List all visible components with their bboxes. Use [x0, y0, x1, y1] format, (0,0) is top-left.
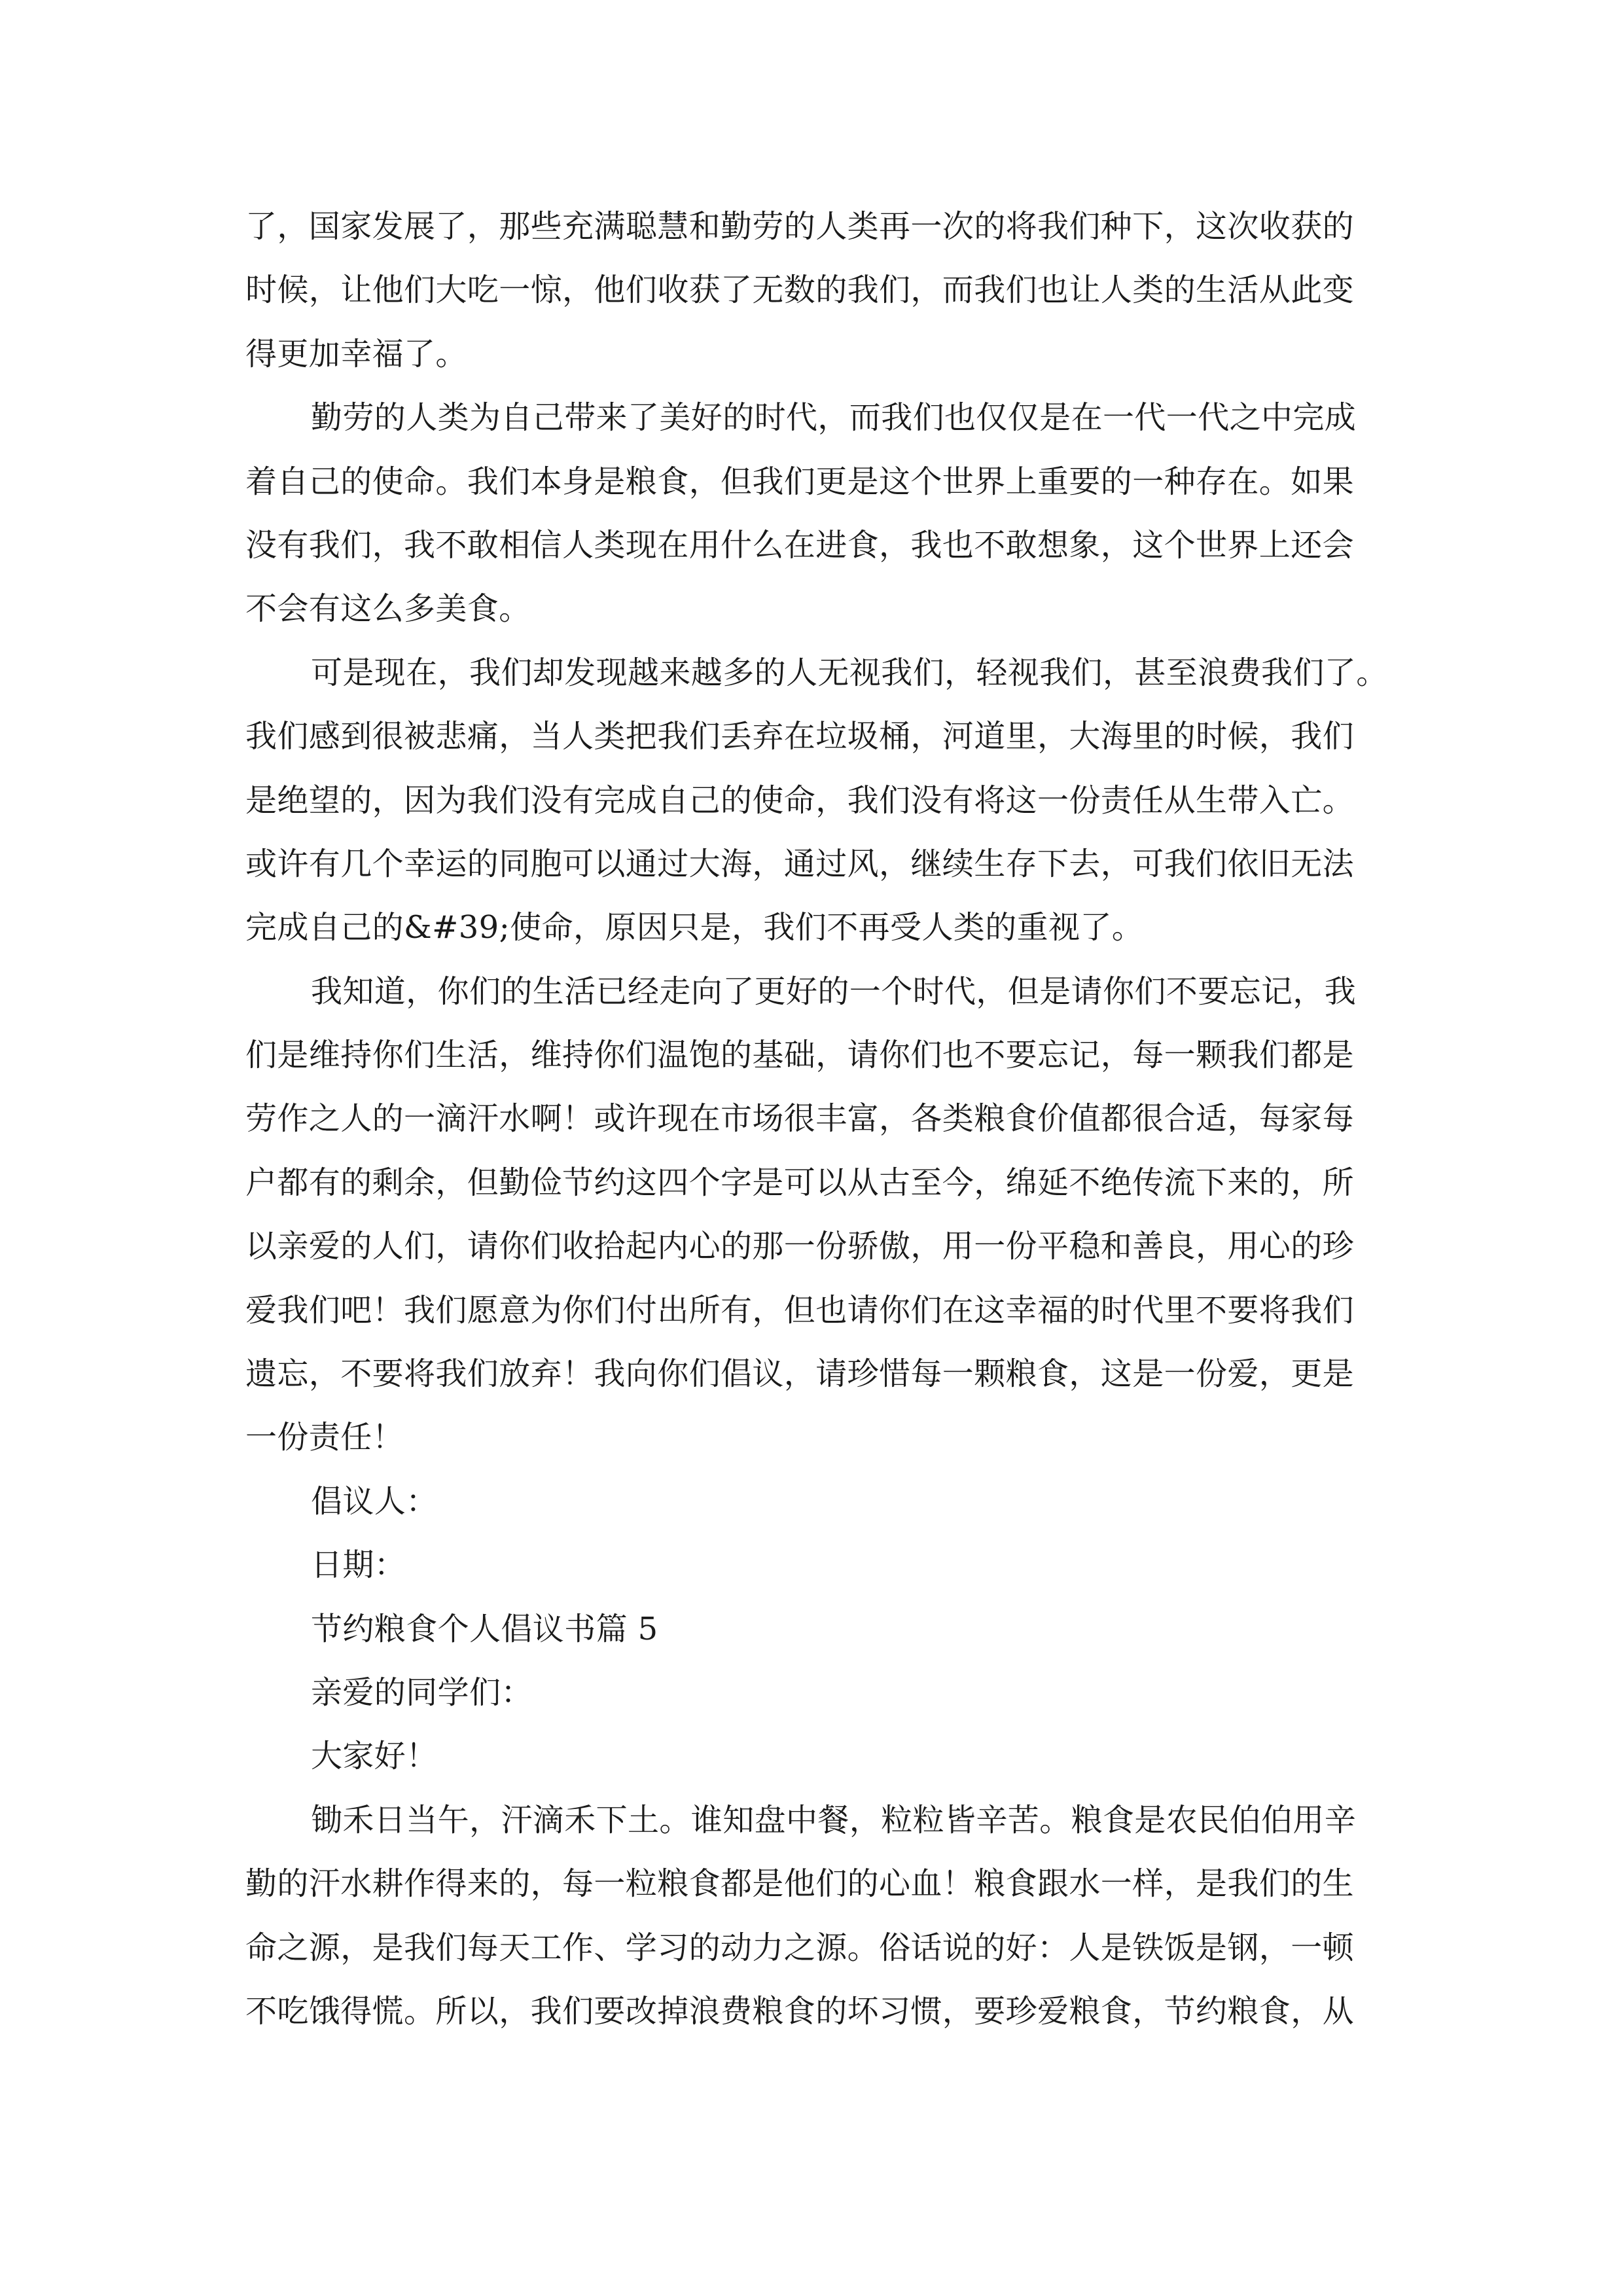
paragraph-first-line: 我知道，你们的生活已经走向了更好的一个时代，但是请你们不要忘记，我	[311, 973, 1357, 1010]
text-line: 时候，让他们大吃一惊，他们收获了无数的我们，而我们也让人类的生活从此变	[245, 272, 1355, 309]
text-line: 勤的汗水耕作得来的，每一粒粮食都是他们的心血！粮食跟水一样，是我们的生	[245, 1865, 1355, 1903]
paragraph-first-line: 节约粮食个人倡议书篇 5	[311, 1610, 658, 1647]
paragraph-first-line: 日期：	[311, 1547, 406, 1584]
text-line: 完成自己的&#39;使命，原因只是，我们不再受人类的重视了。	[245, 909, 1144, 946]
paragraph-first-line: 亲爱的同学们：	[311, 1674, 533, 1711]
text-line: 没有我们，我不敢相信人类现在用什么在进食，我也不敢想象，这个世界上还会	[245, 526, 1355, 564]
text-line: 我们感到很被悲痛，当人类把我们丢弃在垃圾桶，河道里，大海里的时候，我们	[245, 718, 1355, 755]
text-line: 一份责任！	[245, 1419, 404, 1456]
text-line: 户都有的剩余，但勤俭节约这四个字是可以从古至今，绵延不绝传流下来的，所	[245, 1164, 1355, 1201]
text-line: 遗忘，不要将我们放弃！我向你们倡议，请珍惜每一颗粮食，这是一份爱，更是	[245, 1355, 1355, 1393]
text-line: 们是维持你们生活，维持你们温饱的基础，请你们也不要忘记，每一颗我们都是	[245, 1037, 1355, 1074]
paragraph-first-line: 勤劳的人类为自己带来了美好的时代，而我们也仅仅是在一代一代之中完成	[311, 399, 1357, 437]
text-line: 以亲爱的人们，请你们收拾起内心的那一份骄傲，用一份平稳和善良，用心的珍	[245, 1228, 1355, 1265]
paragraph-first-line: 可是现在，我们却发现越来越多的人无视我们，轻视我们，甚至浪费我们了。	[311, 654, 1388, 691]
text-line: 了，国家发展了，那些充满聪慧和勤劳的人类再一次的将我们种下，这次收获的	[245, 208, 1355, 245]
text-line: 不会有这么多美食。	[245, 590, 531, 628]
text-line: 得更加幸福了。	[245, 335, 467, 372]
text-line: 是绝望的，因为我们没有完成自己的使命，我们没有将这一份责任从生带入亡。	[245, 781, 1355, 819]
text-line: 或许有几个幸运的同胞可以通过大海，通过风，继续生存下去，可我们依旧无法	[245, 845, 1355, 882]
paragraph-first-line: 锄禾日当午，汗滴禾下土。谁知盘中餐，粒粒皆辛苦。粮食是农民伯伯用辛	[311, 1801, 1357, 1839]
text-line: 劳作之人的一滴汗水啊！或许现在市场很丰富，各类粮食价值都很合适，每家每	[245, 1100, 1355, 1138]
text-line: 着自己的使命。我们本身是粮食，但我们更是这个世界上重要的一种存在。如果	[245, 463, 1355, 500]
paragraph-first-line: 大家好！	[311, 1738, 438, 1775]
text-line: 不吃饿得慌。所以，我们要改掉浪费粮食的坏习惯，要珍爱粮食，节约粮食，从	[245, 1992, 1355, 2030]
text-line: 命之源，是我们每天工作、学习的动力之源。俗话说的好：人是铁饭是钢，一顿	[245, 1929, 1355, 1966]
text-line: 爱我们吧！我们愿意为你们付出所有，但也请你们在这幸福的时代里不要将我们	[245, 1291, 1355, 1329]
document-body	[245, 195, 1388, 2043]
paragraph-first-line: 倡议人：	[311, 1482, 438, 1520]
